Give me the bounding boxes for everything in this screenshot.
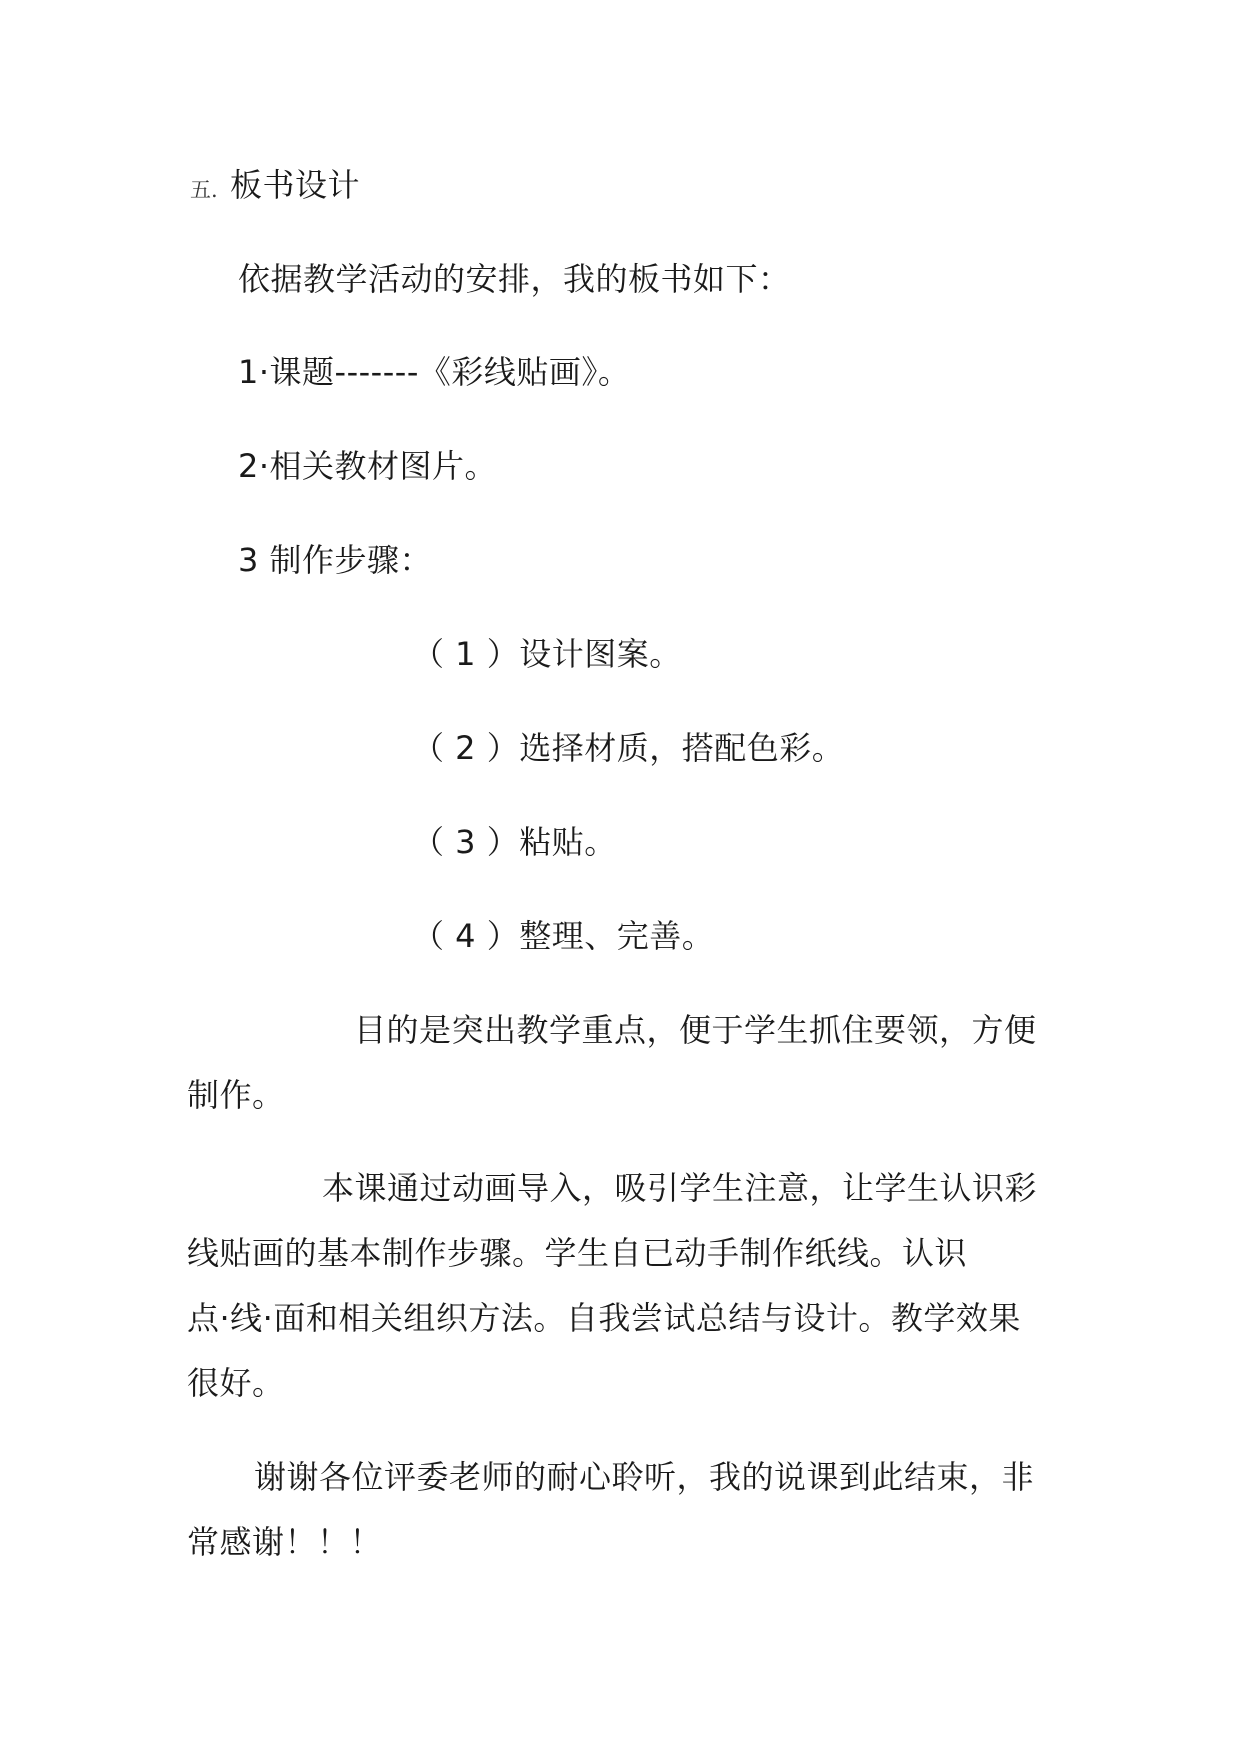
list-item: 3 制作步骤： [238,541,433,579]
purpose-line: 目的是突出教学重点，便于学生抓住要领，方便 [354,1011,1037,1049]
summary-line: 点·线·面和相关组织方法。自我尝试总结与设计。教学效果 [187,1299,1021,1337]
summary-line: 本课通过动画导入，吸引学生注意，让学生认识彩 [322,1169,1038,1207]
step-item: （ 3 ）粘贴。 [412,823,617,861]
intro-paragraph: 依据教学活动的安排，我的板书如下： [238,260,791,298]
summary-line: 线贴画的基本制作步骤。学生自已动手制作纸线。认识 [187,1234,968,1272]
step-item: （ 4 ）整理、完善。 [412,917,715,955]
closing-line: 常感谢！！！ [187,1523,383,1561]
step-item: （ 1 ）设计图案。 [412,635,682,673]
summary-line: 很好。 [187,1364,285,1402]
section-number: 五. [190,178,218,202]
section-title: 板书设计 [230,166,361,204]
list-item: 2·相关教材图片。 [238,447,498,485]
closing-line: 谢谢各位评委老师的耐心聆听，我的说课到此结束，非 [254,1458,1035,1496]
purpose-line: 制作。 [187,1076,285,1114]
step-item: （ 2 ）选择材质，搭配色彩。 [412,729,845,767]
list-item: 1·课题-------《彩线贴画》。 [238,353,631,391]
